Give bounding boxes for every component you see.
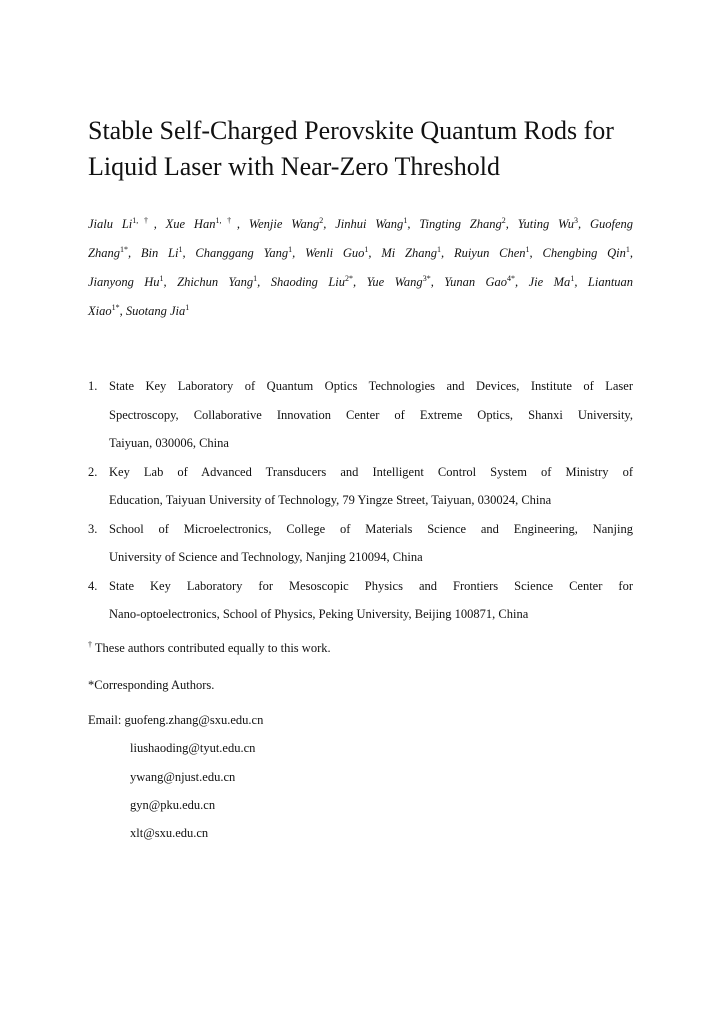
email-address[interactable]: gyn@pku.edu.cn: [130, 797, 216, 812]
affiliation-text: Education, Taiyuan University of Technology, 79 Yingze Street, Taiyuan, 030024, China: [109, 493, 552, 507]
author-line: Zhang$^{1*}$, Bin Li$^1$, Changgang Yang$^1$, Wenli Guo$^1$, Mi Zhang$^1$, Ruiyun Chen$^1$, Chengbing Qin$^1$,: [88, 244, 634, 260]
affiliation-item: [88, 372, 633, 458]
author-name: Xiao: [88, 304, 112, 318]
affiliation-marker: 2: [319, 215, 324, 225]
email-row: [88, 763, 263, 791]
affiliation-marker: 1: [185, 302, 190, 312]
affiliation-marker: 1: [437, 244, 441, 254]
affiliation-marker: 3: [574, 215, 579, 225]
affiliation-marker: 1: [525, 244, 530, 254]
affiliation-number: 2.: [88, 464, 98, 479]
author-name: Tingting Zhang: [419, 217, 502, 231]
affiliation-marker: 1: [253, 273, 258, 283]
affiliation-marker: 2: [501, 215, 506, 225]
affiliation-marker: 1,†: [132, 215, 154, 225]
author-name: Yunan Gao: [444, 275, 508, 289]
affiliation-text: Key Lab of Advanced Transducers and Intelligent Control System of Ministry of: [109, 464, 633, 479]
title-line: Liquid Laser with Near-Zero Threshold: [88, 152, 500, 181]
dagger-symbol: †: [88, 639, 92, 649]
email-list: [88, 706, 263, 847]
affiliation-marker: 1: [159, 273, 164, 283]
email-label: Email:: [88, 713, 125, 727]
email-row: [88, 706, 263, 734]
affiliation-item: [88, 572, 633, 629]
affiliation-marker: 1: [570, 273, 575, 283]
affiliation-marker: 1: [625, 244, 630, 254]
email-row: [88, 734, 263, 762]
affiliation-number: 1.: [88, 379, 98, 393]
author-name: Jialu Li: [88, 217, 133, 231]
author-name: Shaoding Liu: [270, 275, 346, 289]
affiliation-item: [88, 458, 633, 515]
author-name: Chengbing Qin: [542, 246, 626, 260]
affiliation-marker: 1*: [119, 244, 128, 254]
email-row: [88, 819, 263, 847]
author-name: Wenli Guo: [305, 246, 365, 260]
affiliation-text: Nano-optoelectronics, School of Physics, Peking University, Beijing 100871, China: [109, 607, 529, 621]
author-list: [88, 210, 633, 326]
affiliation-number: 3.: [88, 521, 98, 536]
email-address[interactable]: ywang@njust.edu.cn: [130, 769, 236, 784]
author-name: Bin Li: [140, 246, 179, 260]
author-line: Jianyong Hu$^1$, Zhichun Yang$^1$, Shaoding Liu$^{2*}$, Yue Wang$^{3*}$, Yunan Gao$^{4*}$, Jie Ma$^1$, Liantuan: [88, 273, 634, 289]
author-line: Jialu $Li^{1,\dagger}$, Xue Han$^{1,\dagger}$, Wenjie Wang$^2$, Jinhui Wang$^1$, Tingting Zhang$^2$, Yuting Wu$^3$, Guofeng: [88, 215, 634, 231]
author-name: Jianyong Hu: [88, 275, 160, 289]
author-name: Xue Han: [165, 217, 216, 231]
author-name: Jie Ma: [528, 275, 571, 289]
author-name: Changgang Yang: [195, 246, 289, 260]
affiliation-marker: 4*: [507, 273, 516, 283]
affiliation-text: Spectroscopy, Collaborative Innovation Center of Extreme Optics, Shanxi University,: [109, 407, 633, 422]
affiliation-text: State Key Laboratory for Mesoscopic Physics and Frontiers Science Center for: [109, 578, 633, 593]
affiliation-marker: 1: [288, 244, 293, 254]
affiliation-item: [88, 515, 633, 572]
equal-contribution-note: [88, 640, 331, 656]
author-name: Mi Zhang: [381, 246, 437, 260]
affiliation-marker: 1*: [111, 302, 120, 312]
affiliation-marker: 1,†: [215, 215, 237, 225]
affiliation-marker: 3*: [422, 273, 431, 283]
affiliation-text: Taiyuan, 030006, China: [109, 436, 229, 450]
title-line: Stable Self-Charged Perovskite Quantum Rods for: [88, 116, 614, 145]
author-name: Jinhui Wang: [335, 217, 404, 231]
affiliation-number: 4.: [88, 578, 98, 593]
author-name: Ruiyun Chen: [453, 246, 526, 260]
author-name: Liantuan: [587, 275, 634, 289]
affiliation-marker: 1: [403, 215, 408, 225]
author-name: Guofeng: [590, 217, 634, 231]
author-name: Zhang: [88, 246, 120, 260]
affiliation-marker: 2*: [345, 273, 354, 283]
paper-title: [88, 113, 648, 185]
affiliation-marker: 1: [178, 244, 183, 254]
author-name: Zhichun Yang: [177, 275, 254, 289]
email-row: [88, 791, 263, 819]
author-name: Suotang Jia: [125, 304, 186, 318]
corresponding-authors-note: *Corresponding Authors.: [88, 678, 215, 692]
affiliation-text: State Key Laboratory of Quantum Optics Technologies and Devices, Institute of Laser: [109, 379, 633, 393]
author-name: Wenjie Wang: [248, 217, 320, 231]
affiliation-text: School of Microelectronics, College of Materials Science and Engineering, Nanjing: [109, 521, 633, 536]
email-address[interactable]: xlt@sxu.edu.cn: [130, 826, 209, 841]
email-address[interactable]: liushaoding@tyut.edu.cn: [130, 741, 256, 756]
author-name: Yuting Wu: [517, 217, 575, 231]
affiliation-marker: 1: [364, 244, 369, 254]
email-address[interactable]: guofeng.zhang@sxu.edu.cn: [124, 713, 264, 727]
affiliation-text: University of Science and Technology, Nanjing 210094, China: [109, 550, 423, 564]
author-line: Xiao$^{1*}$, Suotang Jia$^1$: [88, 302, 190, 318]
author-name: Yue Wang: [366, 275, 423, 289]
affiliation-list: [88, 372, 633, 629]
equal-contribution-text: These authors contributed equally to this work.: [92, 641, 331, 655]
